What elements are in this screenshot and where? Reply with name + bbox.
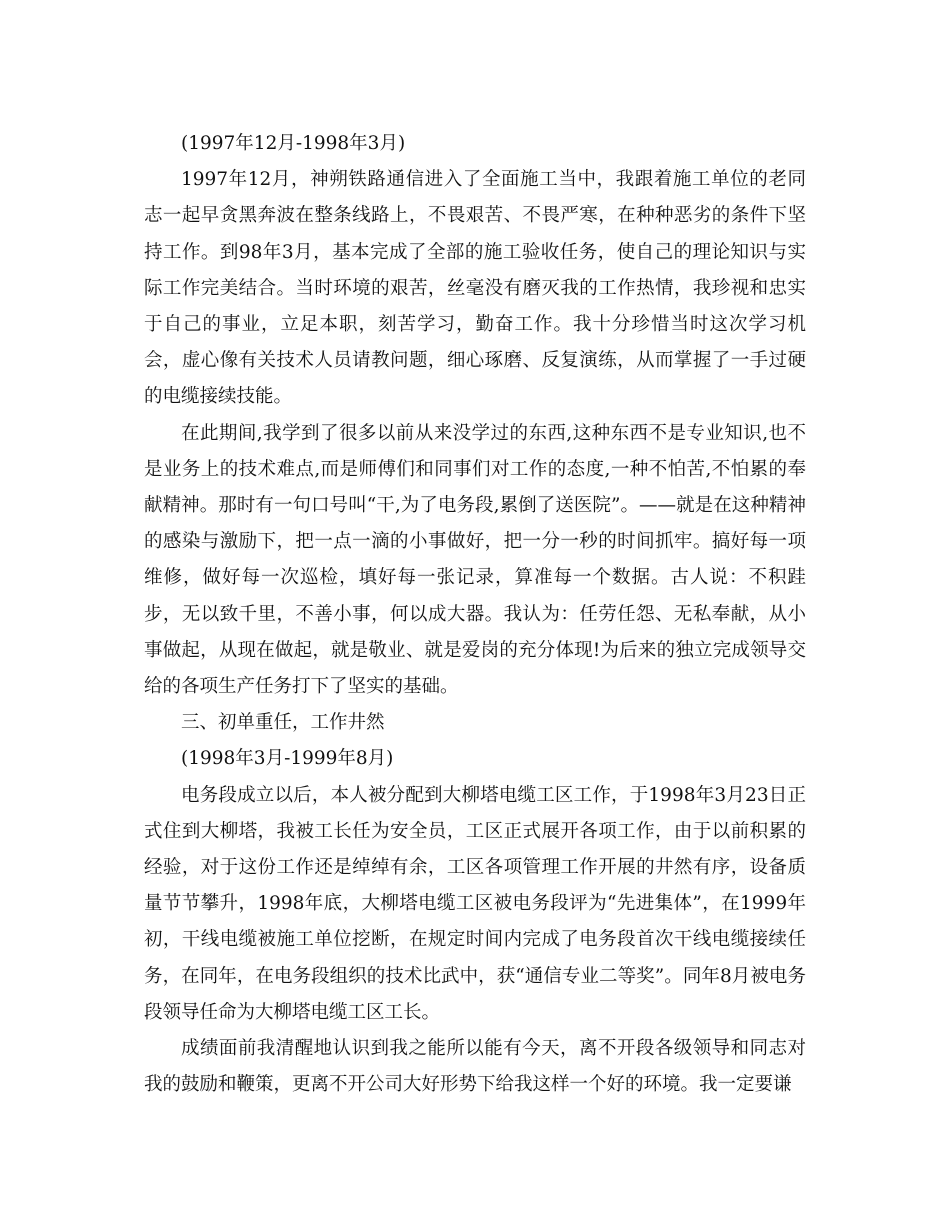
date-range-1997-1998: (1997年12月-1998年3月) [181, 133, 406, 154]
date-range-1998-1999: (1998年3月-1999年8月) [181, 748, 394, 770]
paragraph-gratitude: 成绩面前我清醒地认识到我之能所以能有今天，离不开段各级领导和同志对我的鼓励和鞭策，更离不开公司大好形势下给我这样一个好的环境。我一定要谦 [144, 1038, 806, 1096]
paragraph-learning-period: 在此期间,我学到了很多以前从来没学过的东西,这种东西不是专业知识,也不是业务上的技术难点,而是师傅们和同事们对工作的态度,一种不怕苦,不怕累的奉献精神。那时有一句口号叫“干,为了电务段,累倒了送医院”。——就是在这种精神的感染与激励下，把一点一滴的小事做好，把一分一秒的时间抓牢。搞好每一项维修，做好每一次巡检，填好每一张记录，算准每一个数据。古人说：不积跬步，无以致千里，不善小事，何以成大器。我认为：任劳任怨、无私奉献，从小事做起，从现在做起，就是敬业、就是爱岗的充分体现!为后来的独立完成领导交给的各项生产任务打下了坚实的基础。 [144, 422, 806, 698]
section-heading-3: 三、初单重任，工作井然 [181, 712, 385, 734]
document-body [144, 126, 806, 1103]
paragraph-construction-work: 1997年12月，神朔铁路通信进入了全面施工当中，我跟着施工单位的老同志一起早贪黑奔波在整条线路上，不畏艰苦、不畏严寒，在种种恶劣的条件下坚持工作。到98年3月，基本完成了全部的施工验收任务，使自己的理论知识与实际工作完美结合。当时环境的艰苦，丝毫没有磨灭我的工作热情，我珍视和忠实于自己的事业，立足本职，刻苦学习，勤奋工作。我十分珍惜当时这次学习机会，虚心像有关技术人员请教问题，细心琢磨、反复演练，从而掌握了一手过硬的电缆接续技能。 [144, 169, 806, 408]
paragraph-daliuta-work: 电务段成立以后，本人被分配到大柳塔电缆工区工作，于1998年3月23日正式住到大柳塔，我被工长任为安全员，工区正式展开各项工作，由于以前积累的经验，对于这份工作还是绰绰有余，工区各项管理工作开展的井然有序，设备质量节节攀升，1998年底，大柳塔电缆工区被电务段评为“先进集体”，在1999年初，干线电缆被施工单位挖断，在规定时间内完成了电务段首次干线电缆接续任务，在同年，在电务段组织的技术比武中，获“通信专业二等奖”。同年8月被电务段领导任命为大柳塔电缆工区工长。 [144, 784, 806, 1023]
